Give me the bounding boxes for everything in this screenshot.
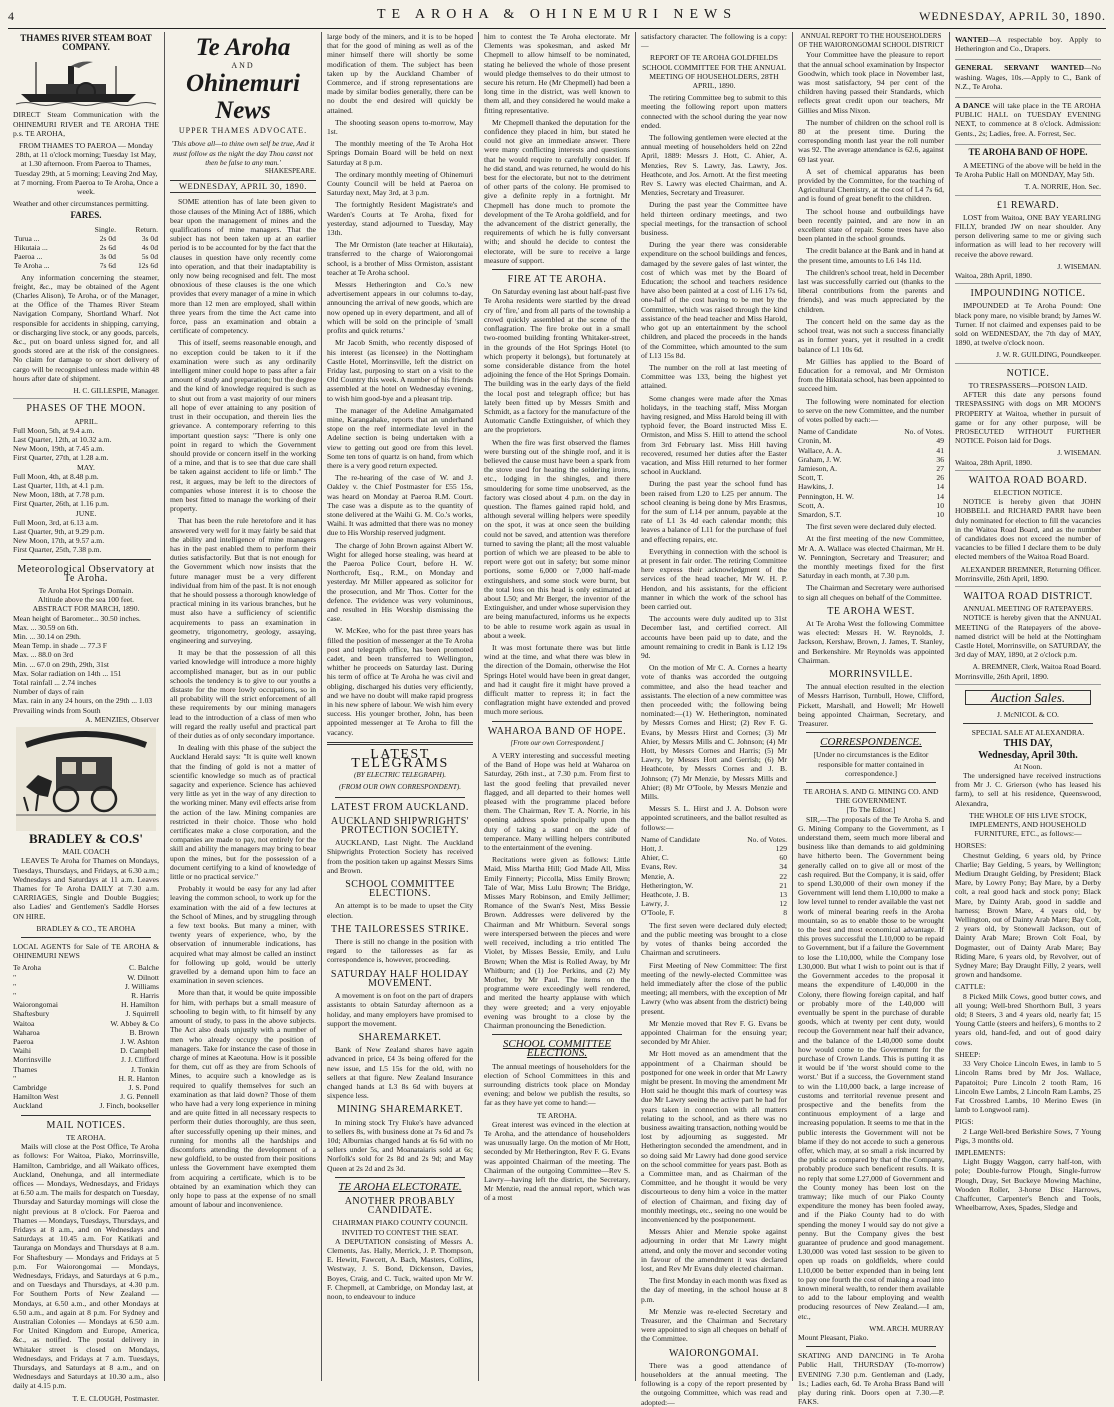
telegram-heading: AUCKLAND SHIPWRIGHTS' PROTECTION SOCIETY. xyxy=(330,815,470,837)
local-news-paragraph: W. McKee, who for the past three years has filled the position of messenger at the Te Aroha post and telegraph office, has been promoted cadet, and been transferred to Wellington, whither he proceeds on Saturday last. During his term of office at Te Aroha he was civil and obliging, discharged his duties very efficiently, and we have no doubt will make rapid progress in his new sphere of labour. We wish him every success. His younger brother, John, has been appointed messenger at Te Aroha to fill the vacancy. xyxy=(327,626,473,737)
electorate-title: TE AROHA ELECTORATE. xyxy=(338,1180,462,1193)
classified-ad: A DANCE will take place in the TE AROHA PUBLIC HALL on TUESDAY EVENING NEXT, to commence at 8 o'clock. Admission: Gents., 2s; Ladies, free. A. Forrest, Sec. xyxy=(955,101,1101,145)
local-news-paragraph: The manager of the Adeline Amalgamated mine, Karangahake, reports that an underhand stope on the reef intermediate level in the Adeline section is being undertaken with a view to getting out good ore from this level. Some ten tons of quartz is on hand, from which there is a very good return expected. xyxy=(327,405,473,470)
manager-signature: H. C. GILLESPIE, Manager. xyxy=(73,386,159,396)
report-paragraph: During the past year the school fund has been raised from L20 to L25 per annum. The school cleaning is being done by Mrs Erasmus, for the sum of L14 per annum, payable at the rate of L1 3s 4d each calendar month; this leaves a balance of L11 for the purchase of fuel and effecting repairs, etc. xyxy=(641,479,787,544)
school-elections-title: SCHOOL COMMITTEE ELECTIONS. xyxy=(502,1038,612,1060)
school-elections-text: Great interest was evinced in the election at Te Aroha, and the attendance of householders was unusually large. On the motion of Mr Hott, seconded by Mr Hetherington, Rev F. G. Evans was appointed Chairman of the meeting. The Chairman of the outgoing Committee—Rev S. Lawry—having left the district, the Secretary, Mr Menzie, read the annual report, which was of a most xyxy=(484,1119,630,1203)
column-4 xyxy=(478,32,635,1381)
divider xyxy=(492,269,622,270)
votes-header: Name of Candidate No. of Votes. xyxy=(798,427,944,437)
impounding-ad: IMPOUNDING NOTICE. IMPOUNDED at Te Aroha Pound: One black pony mare, no visible brand; by James W. Turner. If not claimed and expenses paid to be sold on WEDNESDAY, the 7th day of MAY, 1890, at twelve o'clock noon. J. W. R. GUILDING, Poundkeeper. xyxy=(955,289,1101,363)
fares-row: Hikutaia ... 2s 6d 4s 0d xyxy=(14,243,158,253)
band-of-hope-subtitle: [From our own Correspondent.] xyxy=(510,738,604,747)
morrinsville-text: The annual election resulted in the election of Messrs Harrison, Turnbull, Howe, Clifford, Pickett, Marshall, and Howell; Mr Howell being appointed Chairman, Secretary, and Treasurer. xyxy=(798,682,944,729)
editorial-paragraph: In dealing with this phase of the subject the Auckland Herald says: "It is quite well known that the finding of gold is not a matter of scientific knowledge so much as of practical sagacity and experience. Science has achieved very little as yet in the way of any direction to the working miner. Many evil effects arise from the action of the law. Mining companies are restricted in their choice. Those who hold certificates make a close corporation, and the companies are made to pay, not entirely for the skill and ability the managers may bring to bear upon the mines, but for the possession of a document certifying to a kind of knowledge of little or no practical service." xyxy=(170,743,316,882)
telegram-text: In mining stock Try Fluke's have advanced to sellers 8s, with business done at 7s 6d and 7s 10d; Alburnias changed hands at 6s 6d with no sellers under 5s, and Moanataiaris sold at 6s; Norfolk's sold for 2s 8d and 2s 9d; and May Queen at 2s 2d and 2s 3d. xyxy=(327,1117,473,1173)
coach-ad-text: LEAVES Te Aroha for Thames on Mondays, Tuesdays, Thursdays, and Fridays, at 6.30 a.m.; Wednesdays and Saturdays at 11 a.m. Leaves Thames for Te Aroha DAILY at 7.30 a.m. CARRIAGES, Single and Double Buggies; also Ladies' and Gentlemen's Saddle Horses ON HIRE. xyxy=(13,856,159,921)
telegrams-subtitle: (BY ELECTRIC TELEGRAPH). xyxy=(353,771,447,780)
list-item: Morrinsville J. J. Clifford xyxy=(13,1055,159,1065)
letter-signature: WM. ARCH. MURRAY xyxy=(869,1323,944,1333)
band-of-hope-ad: TE AROHA BAND OF HOPE. A MEETING of the above will be held in the Te Aroha Public Hall on MONDAY, May 5th. T. A. NORRIE, Hon. Sec. xyxy=(955,148,1101,196)
divider xyxy=(492,721,622,722)
implements-title: IMPLEMENTS: xyxy=(955,1147,1006,1157)
horses-text: Chestnut Gelding, 6 years old, by Prince Charlie; Bay Gelding, 5 years, by Wellington; Medium Draught Gelding, by President; Black Mare, by Lowry Pony; Bay Mare, by a Derby colt, a real good hack and stock pony; Black Mare, by Dainty Arab, good in saddle and harness; Brown Mare, 4 years old, by Wellington, out of Dainty Arab Mare; Bay Colt, 2 years old, by Stonewall Jackson, out of Dainty Arab Mare; Brown Colt Foal, by Dogmaster, out of Dainty Arab Mare; Bay Riding Mare, 6 years old, by Revolver, out of Sydney Mare; Bay Draught Filly, 2 years, well grown and handsome. xyxy=(955,850,1101,980)
report-paragraph: The number of children on the school roll is 80 at the present time. During the corresponding month last year the roll number was 92. The average attendance is 62.6, against 69 last year. xyxy=(798,117,944,164)
skating-ad: SKATING AND DANCING in Te Aroha Public Hall, THURSDAY (To-morrow) EVENING 7.30 p.m. Gentleman and (Lady, 1s.; Ladies each, 6d. Te Aroha Brass Band will play during rink. Doors open at 7.30.—P. FAKS. xyxy=(798,1351,944,1407)
electorate-text: A DEPUTATION consisting of Messrs A. Clements, Jas. Hally, Merrick, J. P. Thompson, E. Hewitt, Fawcett, A. Bach, Masters, Collins, Westway, J. S. Bond, Dickenson, Davies, Boyes, Craig, and C. Tuck, waited upon Mr W. F. Chepmell, at Cambridge, on Monday last, at noon, to endeavour to induce xyxy=(327,1236,473,1301)
auctioneer-name: J. McNICOL & CO. xyxy=(997,709,1059,719)
local-news-paragraph: The shooting season opens to-morrow, May 1st. xyxy=(327,117,473,137)
local-news-paragraph: The Mr Ormiston (late teacher at Hikutaia), transferred to the charge of Waiorongomai school, is a brother of Miss Ormiston, assistant teacher at Te Aroha school. xyxy=(327,240,473,277)
correspondence-title: CORRESPONDENCE. xyxy=(820,736,922,749)
report-paragraph: The children's school treat, held in December last was successfully carried out (thanks to the liberal contributions from the parents and friends), and was much appreciated by the children. xyxy=(798,267,944,314)
editorial-paragraph: More than that, it would be quite impossible for him, with perhaps but a small measure of schooling to begin with, to fit himself by any amount of study, to pass in the above subjects. The Act also deals unjustly with a number of men who already occupy the position of managers. Take for instance the case of those in charge of mines at Kaeotuna. How is it possible for them, cut off as they are from Schools of Mines, to acquire such a knowledge as is required to qualify themselves for such an examination as that laid down? Those of them who have had a very long experience in mining and are quite fitted in all necessary respects to perform their duties thoroughly, are thus seen, after successfully opening up their mines, and running for months all the hardships and discomforts attending the development of a new goldfield, to be ousted from their positions unless the Government have exempted them from acquiring a certificate, which is to be obtained by an examination which they can only hope to pass at the expense of no small amount of labour and inconvenience. xyxy=(170,988,316,1210)
fares-row: Te Aroha ... 7s 6d 12s 6d xyxy=(14,261,158,271)
fire-paragraph: When the fire was first observed the flames were bursting out of the shingle roof, and it is believed the cause must have been a spark from the stove used for heating the soldering irons, etc., lodging in the shingles, and there smouldering for some time unobserved, as the factory was closed about 4 p.m. on the day in question. The flames gained rapid hold, and although several willing helpers were speedily on the spot, it was at once seen the building could not be saved, and attention was therefore turned to saving the plant; all the most valuable portion of which we are pleased to be able to report were got out in safety; but some minor portions, some 6,000 or 7,000 half-made extinguishers, and some stock were burnt, but the total loss on this head is only estimated at about L50; and Mr Berger, the inventor of the Extinguisher, and under whose supervision they are being manufactured, informs us he expects to be able to resume work again as usual in about a week. xyxy=(484,437,630,640)
local-news-paragraph: Mr Jacob Smith, who recently disposed of his interest (as licensee) in the Nottingham Castle Hotel, Morrinsville, left the district on Friday last, purposing to start on a visit to the Old Country this week. A number of his friends assembled at the hotel on Wednesday evening, to wish him good-bye and a pleasant trip. xyxy=(327,338,473,403)
column-5 xyxy=(635,32,792,1407)
list-item: " J. Williams xyxy=(13,981,159,991)
table-row: Hetherington, W. 21 xyxy=(641,880,787,890)
table-row: Hawkins, J. 14 xyxy=(798,482,944,492)
telegrams-title: LATEST TELEGRAMS xyxy=(351,746,449,772)
table-row: Evans, Rev. 34 xyxy=(641,862,787,872)
band-of-hope-paragraph: Recitations were given as follows: Little Maid, Miss Martha Hill; God Made All, Miss Emily Finnerty; Piccolla, Miss Emily Brown; Tale of War, Miss Lulu Brown; The Bridge, Misses Mary Robinson, and Emily Jellimer; Romance of the Swan's Nest, Miss Bessie Brown. Addresses were delivered by the Chairman and Mr Whitburn. Several songs were interspersed between the pieces and were well received, including a trio entitled The Violet, by Misses Bessie, Emily, and Lulu Brown; When the Mist is Rolled Away, by Mr Whitburn; and (1) Joe Perkins, and (2) My Mother, by Mr Paul. The items on the programme were exceedingly well rendered, and merited the hearty applause with which they were greeted; and a very enjoyable evening was brought to a close by the Chairman pronouncing the Benediction. xyxy=(484,855,630,1030)
report-paragraph: The first seven were declared duly elected. xyxy=(806,522,937,532)
report-paragraph: The first seven were declared duly elected; and the public meeting was brought to a close by votes of thanks being accorded the Chairman and scrutineers. xyxy=(641,920,787,958)
agents-list xyxy=(13,963,159,1110)
telegram-heading: SATURDAY HALF HOLIDAY MOVEMENT. xyxy=(330,968,470,989)
telegram-heading: SCHOOL COMMITTEE ELECTIONS. xyxy=(345,879,455,900)
school-elections-subtitle: TE AROHA. xyxy=(537,1110,577,1120)
reward-ad: £1 REWARD. LOST from Waitoa, ONE BAY YEARLING FILLY, branded JW on near shoulder. Any person delivering same to me or giving such information as will lead to her recovery will receive the above reward. J. WISEMAN. Waitoa, 28th April, 1890. xyxy=(955,201,1101,285)
local-news-paragraph: The monthly meeting of the Te Aroha Hot Springs Domain Board will be held on next Saturday at 8 p.m. xyxy=(327,139,473,167)
sheep-text: 33 Very Choice Lincoln Ewes, in lamb to 5 Lincoln Rams bred by Mr Jos. Wallace, Papatoitoi; Pure Lincoln 2 tooth Ram, 16 Lincoln Ewe Lambs, 2 Lincoln Ram Lambs, 25 Fat Crossbred Lambs, 10 Merino Ewes (in lamb to Longwool ram). xyxy=(955,1059,1101,1115)
votes-table xyxy=(798,427,944,519)
fire-title: FIRE AT TE AROHA. xyxy=(507,274,607,286)
fares-table xyxy=(13,225,159,271)
masthead xyxy=(170,34,316,135)
fares-title: FARES. xyxy=(70,210,102,221)
table-row: Lawry, J. 12 xyxy=(641,899,787,909)
school-elections-text: The annual meetings of householders for the election of School Committees in this and surrounding districts took place on Monday evening; and below we publish the results, so far as they have yet come to hand:— xyxy=(484,1061,630,1108)
telegram-text: There is still no change in the position with regard to the tailoresses as far as correspondence is, however, proceeding. xyxy=(327,937,473,965)
sale-heading: THE WHOLE OF HIS LIVE STOCK, IMPLEMENTS, AND HOUSEHOLD FURNITURE, ETC., as follows:— xyxy=(969,810,1087,839)
divider xyxy=(963,723,1093,724)
report-paragraph: During the past year the Committee have held thirteen ordinary meetings, and two special meetings, for the transaction of school business. xyxy=(641,200,787,238)
report-paragraph: Mr Menzie moved that Rev F. G. Evans be appointed Chairman for the ensuing year; seconded by Mr Ahier. xyxy=(641,1018,787,1047)
letter-heading: TE AROHA S. AND G. MINING CO. AND THE GOVERNMENT. xyxy=(803,787,939,806)
weather-note: Weather and other circumstances permitting. xyxy=(13,199,149,209)
divider xyxy=(21,1115,151,1116)
telegram-text: An attempt is to be made to upset the City election. xyxy=(327,901,473,920)
masthead-title-1: Te Aroha xyxy=(195,34,291,61)
waiorongomai-title: WAIORONGOMAI. xyxy=(668,1347,760,1359)
column-7 xyxy=(949,32,1106,1381)
report-paragraph: First Meeting of New Committee: The first meeting of the newly-elected Committee was held immediately after the close of the public meeting; all members, with the exception of Mr Lawry (who was absent from the district) being present. xyxy=(641,960,787,1016)
sheep-title: SHEEP: xyxy=(955,1049,981,1059)
moon-phases-title: PHASES OF THE MOON. xyxy=(26,403,146,415)
divider xyxy=(806,732,936,733)
sale-date: Wednesday, April 30th. xyxy=(978,749,1078,761)
report-paragraph: The following were nominated for election to serve on the new Committee, and the number of votes polled by each:— xyxy=(798,396,944,424)
fares-note: Any information concerning the steamer, freight, &c., may be obtained of the Agent (Charles Alison), Te Aroha, or of the Manager, at the Office of the Thames River Steam Navigation Company, Shortland Wharf. Not responsible for accidents in shipping, carrying, or discharging live stock, or any goods, parcels, &c., put on board unless signed for, and all goods stored are at the risk of the consignees. No claim for damage to or short delivery of cargo will be recognised unless made within 48 hours after date of shipment. xyxy=(13,272,159,383)
pigs-title: PIGS: xyxy=(955,1117,974,1127)
table-row: Ahier, C. 60 xyxy=(641,853,787,863)
met-observatory-list: Te Aroha Hot Springs Domain. Altitude above the sea 100 feet. ABSTRACT FOR MARCH, 1890. Mean height of Barometer... 30.50 inches. Max. ... 30.59 on 6th. Min. ... 30.14 on 29th. Mean Temp. in shade ... 77.3 F Max. ... 88.0 on 3rd Min. ... 67.0 on 29th, 29th, 31st Max. Solar radiation on 14th ... 151 Total rainfall ... 2.74 inches Number of days of rain Max. rain in any 24 hours, on the 29th ... 1.03 Prevailing winds from South xyxy=(13,585,153,715)
table-row: Heathcote, J. B. 13 xyxy=(641,890,787,900)
report-paragraph: The Chairman and Secretary were authorised to sign all cheques on behalf of the Committee. xyxy=(798,583,944,602)
masthead-subtitle: UPPER THAMES ADVOCATE. xyxy=(178,126,308,136)
report-paragraph: Your Committee have the pleasure to report that the annual school examination by Inspector Goodwin, which took place in November last, was most satisfactory, 94 per cent of the children having passed their Standards, which reflects great credit upon our teachers, Mr Gillies and Miss Nixon. xyxy=(798,50,944,115)
cattle-title: CATTLE: xyxy=(955,982,986,992)
fire-paragraph: It was most fortunate there was but little wind at the time, and what there was blew in the direction of the Domain, otherwise the Hot Springs Hotel would have been in great danger, and had it caught fire it might have proved a difficult matter to repress it; in fact the conflagration might have extended and proved much more serious. xyxy=(484,643,630,717)
local-news-paragraph: large body of the miners, and it is to be hoped that for the good of mining as well as of the miner himself there will shortly be some modification of them. The subject has been taken up by the Auckland Chamber of Commerce, and if strong representations are made by similar bodies generally, there can be no doubt the end desired will quickly be attained. xyxy=(327,32,473,115)
agents-title: LOCAL AGENTS for Sale of TE AROHA & OHINEMURI NEWS xyxy=(13,942,159,961)
mail-coach-engraving xyxy=(13,727,159,831)
table-row: Graham, J. W. 36 xyxy=(798,454,944,464)
letter-to-editor: [To The Editor.] xyxy=(846,805,896,815)
classified-ad: WANTED—A respectable boy. Apply to Hetherington and Co., Drapers. xyxy=(955,35,1101,60)
list-item: " H. R. Hanton xyxy=(13,1073,159,1083)
divider xyxy=(492,1034,622,1035)
table-row: Jamieson, A. 27 xyxy=(798,463,944,473)
report-paragraph: The following gentlemen were elected at the annual meeting of householders held on 22nd April, 1889: Messrs J. Hott, C. Ahier, A. Menzies, Rev S. Lawry, Jas. Lawry, Jos. Heathcote, and Jos. Arnott. At the first meeting Rev S. Lawry was elected Chairman, and A. Menzies, Secretary and Treasurer. xyxy=(641,133,787,198)
table-row: Pennington, H. W. 14 xyxy=(798,491,944,501)
divider xyxy=(335,1177,465,1178)
electorate-subtitle-2: CHAIRMAN PIAKO COUNTY COUNCIL INVITED TO CONTEST THE SEAT. xyxy=(332,1218,468,1237)
mail-notices-title: MAIL NOTICES. xyxy=(46,1119,126,1131)
telegram-text: A movement is on foot on the part of drapers assistants to obtain Saturday afternoon as a holiday, and many employers have promised to support the movement. xyxy=(327,991,473,1028)
ballot-header: Name of Candidate No. of Votes. xyxy=(641,834,787,844)
divider xyxy=(327,742,473,745)
table-row: Scott, T. 26 xyxy=(798,473,944,483)
postmaster-signature: T. E. CLOUGH, Postmaster. xyxy=(72,1393,159,1403)
letter-text: SIR,—The proposals of the Te Aroha S. and G. Mining Company to the Government, as I understand them, seem much more liberal and business like than demands to aid goldmining have hitherto been. The Government being generally called on to give all or most of the cash required. But the Company, it is said, offer to spend L30,000 of their own money if the Government will lend them L10,000 to make a low level tunnel to render available the vast net work of mineral bearing reefs in the Aroha mountain, so as to enable those to be wrought to the best and most economical advantage. If this proves successful the L10,000 to be repaid to Government, but if a failure the Government to lose the L10,000, while the Company lose L30,000. But what I wish to point out is that if the Government accedes to the proposal it means the expenditure of L40,000 in the Colony, there flowing foreign capital, and half or probably more of the L40,000 will eventually be spent in the purchase of durable goods, which at twenty per cent duty, would recoup the Government near half their advance, and the balance of the L40,000 some doubt how would come to the Government for the purchase of Crown Lands. This is putting it as it would be if 'the worst should come to the worst.' But if a success, the Government stand to win the L10,000 back, a large increase of customs and territorial revenue present and prospective and the benefits from the continuous employment of a large and increasing population. It seems to me that in the public interests the Government will not be blame if they do not accede to such a generous offer, which may, at so small a risk incurred by the public as compared by that of the Company, probably produce such beneficent results. It is no reply that some L27,000 of Government and the County money has been lost on the tramway; like much of our Piako County expenditure the money has been fooled away, and if the Piako County had to do with spending the money I would say do not give a penny. But the Company gives the best guarantee of prudence and good management. L30,000 was voted last session to be given to open up roads on goldfields, where could L10,000 be better expended than in being lent to pay one fourth the cost of making a road into known mineral wealth, to render them available to add to the labour employing and wealth producing resources of New Zealand.—I am, etc., xyxy=(798,814,944,1321)
divider xyxy=(806,782,936,783)
report-paragraph: The concert held on the same day as the school treat, was not such a success financially as in former years, yet it resulted in a credit balance of L1 10s 6d. xyxy=(798,316,944,354)
telegram-text: Bank of New Zealand shares have again advanced in price, £4 3s being offered for the new issue, and L5 15s for the old, with no sellers at that figure. New Zealand Insurance changed hands at L3 8s 6d with buyers at sixpence less. xyxy=(327,1045,473,1101)
implements-text: Light Buggy Waggon, carry half-ton, with pole; Double-furrow Plough, Single-furrow Plough, Dray, Set Buckeye Mowing Machine, Wooden Roller, 3-horse Disc Harrows, Chaffcutter, Carpenter's Bench and Tools, Wheelbarrow, Axes, Spades, Sledge and xyxy=(955,1157,1101,1213)
report-paragraph: The accounts were duly audited up to 31st December last, and certified correct. All accounts have been paid up to date, and the amount remaining to credit in Bank is L12 19s 9d. xyxy=(641,614,787,660)
table-row: Smardon, S.T. 10 xyxy=(798,509,944,519)
list-item: Auckland J. Finch, bookseller xyxy=(13,1101,159,1111)
list-item: " W. Dilnott xyxy=(13,972,159,982)
local-news-paragraph: The ordinary monthly meeting of Ohinemuri County Council will be held at Paeroa on Saturday next, May 3rd, at 3 p.m. xyxy=(327,169,473,198)
te-aroha-west-title: TE AROHA WEST. xyxy=(827,605,915,617)
band-of-hope-title: WAHAROA BAND OF HOPE. xyxy=(487,725,627,737)
telegram-heading: SHAREMARKET. xyxy=(358,1031,442,1043)
band-of-hope-paragraph: A VERY interesting and successful meeting of the Band of Hope was held at Waharoa on Saturday, 26th inst., at 7.30 p.m. From first to last the good feeling that prevailed never flagged, and all departed to their homes well pleased with the programme placed before them. The Chairman, Rev T. A. Norrie, in his opening address spoke principally upon the duty of taking a stand on the side of temperance. Many willing helpers contributed to the entertainment of the evening. xyxy=(484,751,630,853)
report-paragraph: The first Monday in each month was fixed as the day of meeting, in the school house at 8 p.m. xyxy=(641,1276,787,1304)
cattle-text: 8 Picked Milk Cows, good butter cows, and all young; Well-bred Shorthorn Bull, 3 years old; 8 Steers, 3 and 4 years old, nearly fat; 15 Young Cattle (steers and heifers), 6 months to 2 years old, hand-fed, and out of good dairy cows. xyxy=(955,991,1101,1047)
list-item: " R. Harris xyxy=(13,991,159,1001)
list-item: Thames J. Tonkin xyxy=(13,1064,159,1074)
coach-banner: BRADLEY & CO.S' xyxy=(28,831,143,846)
mail-notices-subtitle: TE AROHA. xyxy=(66,1132,106,1142)
te-aroha-west-text: At Te Aroha West the following Committee was elected: Messrs H. W. Reynolds, J. Jackson, Kershaw, Brown, J. James, T. Stanley, and Berkenshire. Mr Reynolds was appointed Chairman. xyxy=(798,618,944,665)
fares-row: Turua ... 2s 0d 3s 0d xyxy=(14,233,158,243)
steamer-times: FROM THAMES TO PAEROA — Monday 28th, at 11 o'clock morning; Tuesday 1st May, at 1.30 afternoon. From Paeroa to Thames, Tuesday 29th, at 5 morning; Leaving 2nd May, at 7 morning. From Paeroa to Te Aroha, Once a week. xyxy=(13,141,159,197)
editorial-paragraph: It may be that the possession of all this varied knowledge will introduce a more highly accomplished manager, but as in our public schools the tendency is to give to our youths a distaste for the more lowly occupations, so in all probability will the strict enforcement of all these requirements by our mining managers lead to the introduction of a class of men who will regard the really useful and practical part of their duties as of only secondary importance. xyxy=(170,648,316,740)
table-row: Scott, A. 10 xyxy=(798,500,944,510)
list-item: Te Aroha C. Balche xyxy=(13,963,159,973)
report-paragraph: satisfactory character. The following is a copy:— xyxy=(641,32,787,51)
telegrams-from: LATEST FROM AUCKLAND. xyxy=(331,801,469,813)
column-3 xyxy=(321,32,478,1381)
column-2 xyxy=(164,32,321,1381)
report-paragraph: The retiring Committee beg to submit to this meeting the following report upon matters connected with the school during the year now ended. xyxy=(641,93,787,130)
moon-phases-list: APRIL. Full Moon, 5th, at 9.4 a.m. Last Quarter, 12th, at 10.32 a.m. New Moon, 19th, at 7.45 a.m. First Quarter, 27th, at 1.28 a.m. MAY. Full Moon, 4th, at 8.48 p.m. Last Quarter, 11th, at 4.1 p.m. New Moon, 18th, at 7.78 p.m. First Quarter, 26th, at 1.16 p.m. JUNE. Full Moon, 3rd, at 6.13 a.m. Last Quarter, 9th, at 9.29 p.m. New Moon, 17th, at 9.57 a.m. First Quarter, 25th, 7.38 p.m. xyxy=(13,416,112,555)
morrinsville-title: MORRINSVILLE. xyxy=(829,669,913,680)
telegram-heading: MINING SHAREMARKET. xyxy=(337,1104,463,1116)
sale-time: At Noon. xyxy=(1013,761,1043,771)
ratepayers-notice: WAITOA ROAD DISTRICT. ANNUAL MEETING OF RATEPAYERS. NOTICE is hereby given that the ANNUAL MEETING of the Ratepayers of the above-named district will be held at the Nottingham Castle Hotel, Morrinsville, on SATURDAY, the 3rd day of MAY, 1890, at 2 o'clock p.m. A. BREMNER, Clerk, Waitoa Road Board. Morrinsville, 26th April, 1890. xyxy=(955,592,1101,685)
masthead-title-2: Ohinemuri News xyxy=(186,70,300,125)
electorate-continued: him to contest the Te Aroha electorate. Mr Clements was spokesman, and asked Mr Chepmell to allow himself to be nominated, stating he believed the whole of those present would pledge themselves to do their utmost to secure his return. He (Mr Chepmell) had been a long time in the district, was well known to them all, and they considered he would make a fitting representative. xyxy=(484,32,630,115)
steamer-ad-title: THAMES RIVER STEAM BOAT COMPANY. xyxy=(20,33,152,53)
special-sale-title: SPECIAL SALE AT ALEXANDRA. xyxy=(971,728,1085,738)
divider xyxy=(21,937,151,938)
divider xyxy=(21,559,151,560)
table-row: O'Toole, F. 8 xyxy=(641,908,787,918)
observer-signature: A. MENZIES, Observer xyxy=(85,714,159,724)
met-observatory-title: Meteorological Observatory at Te Aroha. xyxy=(17,563,155,584)
report-paragraph: During the year there was considerable expenditure on the school buildings and fences, damaged by the severe gales of last winter, the cost of which was met by the Board of Education; the school and teachers residence have also been painted at a cost of L16 17s 6d, one-half of the cost having to be met by the Committee, which was raised through the kind assistance of the head teacher and Miss Harold, who got up an entertainment by the school children, and placed the proceeds in the hands of the Committee, which amounted to the sum of L13 15s 8d. xyxy=(641,240,787,360)
electorate-subtitle: ANOTHER PROBABLY CANDIDATE. xyxy=(344,1195,456,1217)
report-paragraph: Everything in connection with the school is at present in fair order. The retiring Committee here express their acknowledgment of the services of the head teacher, Mr W. H. P. Hendon, and his assistants, for the efficient manner in which the work of the school has been carried out. xyxy=(641,546,787,611)
report-paragraph: Mr Gillies has applied to the Board of Education for a removal, and Mr Ormiston from the Hikutaia school, has been appointed to succeed him. xyxy=(798,356,944,394)
this-day: THIS DAY, xyxy=(1003,738,1053,750)
trespass-notice: NOTICE. TO TRESPASSERS—POISON LAID. AFTER this date any persons found TRESPASSING with dogs on MR MOON'S PROPERTY at Waitoa, whether in pursuit of game or for any other purpose, will be PROSECUTED WITHOUT FURTHER NOTICE. Poison laid for Dogs. J. WISEMAN. Waitoa, 28th April, 1890. xyxy=(955,369,1101,471)
column-6 xyxy=(792,32,949,1407)
list-item: Waharoa B. Brown xyxy=(13,1027,159,1037)
classified-ad: GENERAL SERVANT WANTED—No washing. Wages, 10s.—Apply to C., Bank of N.Z., Te Aroha. xyxy=(955,63,1101,98)
list-item: Waihi D. Campbell xyxy=(13,1046,159,1056)
steamer-ad-text: DIRECT Steam Communication with the OHINEMURI RIVER and TE AROHA THE p.s. TE AROHA, xyxy=(13,110,159,138)
editorial-dateline: WEDNESDAY, APRIL 30, 1890. xyxy=(170,180,316,193)
report-paragraph: The number on the roll at last meeting of Committee was 133, being the highest yet attained. xyxy=(641,362,787,391)
table-row: Wallace, A. A. 41 xyxy=(798,445,944,455)
editorial-paragraph: SOME attention has of late been given to those clauses of the Mining Act of 1886, which bear upon the management of mines and the qualifications of mine managers. That the subject has not been taken up at an earlier period is to be accounted for by the fact that the clauses in question have only recently come into operation, and that their inadaptability is only now being recognised and felt. The most obnoxious of these clauses is the one which provides that every manager of a mine in which more than 12 men are employed, shall within three years from the time the Act came into force, pass an examination and obtain a certificate of competency. xyxy=(170,197,316,336)
masthead-and: AND xyxy=(231,61,255,70)
list-item: Hamilton West J. G. Pennell xyxy=(13,1092,159,1102)
annual-report-title: ANNUAL REPORT TO THE HOUSEHOLDERS OF THE WAIORONGOMAI SCHOOL DISTRICT xyxy=(798,32,944,50)
table-row: Cronin, M. 49 xyxy=(798,436,944,446)
column-1 xyxy=(8,32,164,1403)
report-paragraph: Mr Menzie was re-elected Secretary and Treasurer, and the Chairman and Secretary were appointed to sign all cheques on behalf of the Committee. xyxy=(641,1306,787,1344)
divider xyxy=(335,797,465,798)
report-paragraph: Messrs Ahier and Menzie spoke against adjourning in order that Mr Lawry might attend, and only the mover and seconder voting in favour of the amendment it was declared lost, and Rev Mr Evans duly elected chairman. xyxy=(641,1227,787,1273)
editorial-paragraph: Probably it would be easy for any lad after leaving the common school, to work up for the examination with the aid of a few lectures at the School of Mines, and by struggling through a few text books. But many a miner, with twenty years of experience, who, by the observation of innumerable indications, has acquired what may almost be called an instinct for following up gold, would be utterly gravelled by a demand upon him to face an examination in seven sciences. xyxy=(170,884,316,986)
report-paragraph: The school house and outbuildings have been recently painted, and are now in an excellent state of repair. Some trees have also been planted in the school grounds. xyxy=(798,206,944,244)
telegram-heading: THE TAILORESSES STRIKE. xyxy=(330,923,470,935)
waiorongomai-text: There was a good attendance of householders at the annual meeting. The following is a copy of the report presented by the outgoing Committee, which was read and adopted:— xyxy=(641,1360,787,1407)
coach-subtitle: MAIL COACH xyxy=(62,847,110,857)
report-paragraph: Some changes were made after the Xmas holidays, in the teaching staff, Miss Morgan having resigned, and Miss Harold being ill with typhoid fever, the Board instructed Miss E. Ormiston, and Miss S. Hill to attend the school from 3rd February last. Miss Hill having recovered, resumed her duties after the Easter vacation, and Miss Hill returned to her former school in Auckland. xyxy=(641,393,787,477)
motto-attribution: SHAKESPEARE. xyxy=(264,167,316,176)
running-header xyxy=(8,6,1106,29)
election-notice: WAITOA ROAD BOARD. ELECTION NOTICE. NOTICE is hereby given that JOHN HOBBELL and RICHARD PARR have been duly nominated for election to fill the vacancies in the Waitoa Road Board, and as the number of candidates does not exceed the number of vacancies to be filled I declare them to be duly elected members of the Waitoa Road Board. ALEXANDER BREMNER, Returning Officer. Morrinsville, 26th April, 1890. xyxy=(955,476,1101,587)
motto-text: 'This above all—to thine own self be true, And it must follow as the night the day Thou canst not then be false to any man.' xyxy=(171,139,315,167)
auction-sales-banner: Auction Sales. xyxy=(965,690,1091,705)
report-paragraph: Mr Hott moved as an amendment that the appointment of a Chairman should be postponed for one week in order that Mr Lawry might be present. In moving the amendment Mr Hott said he thought this mark of courtesy was due Mr Lawry seeing the active part he had for years taken in connection with all matters relating to the school, and as there was no business awaiting transaction, nothing would be lost by adjourning as suggested. Mr Hetherington seconded the amendment, and in so doing said Mr Lawry had done good service on the school committee for years past. Both as a Committee man, and as Chairman of the Committee, and he thought it would be very discourteous to deny him a voice in the matter of election of Chairman, and fixing day of monthly meetings, etc., seeing no one would be inconvenienced by the postponement. xyxy=(641,1049,787,1224)
ballot-table xyxy=(641,835,787,918)
report-heading: REPORT OF TE AROHA GOLDFIELDS SCHOOL COMMITTEE FOR THE ANNUAL MEETING OF HOUSEHOLDERS, 28TH APRIL, 1890. xyxy=(642,53,786,91)
report-paragraph: A set of chemical apparatus has been provided by the Committee, for the teaching of Agricultural Chemistry, at the cost of L4 7s 6d, and is found of great benefit to the children. xyxy=(798,166,944,204)
editorial-paragraph: This of itself, seems reasonable enough, and no exception could be taken to it if the examination were such as any ordinarily intelligent miner could hope to pass after a fair amount of study and preparation; but the degree and the kind of knowledge required is such as to shut out from a vast majority of our miners all hope of ever attaining to any position of trust in their occupation, and therein lies the grievance. A contemporary referring to this important question says: "There is only one point in regard to which the Government should provide or concern itself in the working of a mine, and that is to see that due care shall be taken against accident to life or limb." The rest, it argues, may be left to the directors of companies whose interest it is to choose the men best fitted to manage the working of their property. xyxy=(170,338,316,514)
telegram-text: AUCKLAND, Last Night. The Auckland Shipwrights Protection Society has received from the position taken up against Messrs Sims and Brown. xyxy=(327,838,473,875)
telegrams-subtitle: (FROM OUR OWN CORRESPONDENT). xyxy=(338,783,462,792)
table-row: Menzie, A. 22 xyxy=(641,871,787,881)
fares-header-row: Single. Return. xyxy=(94,224,158,234)
local-news-paragraph: The fortnightly Resident Magistrate's and Warden's Courts at Te Aroha, fixed for yesterday, stand adjourned to Tuesday, May 13th. xyxy=(327,200,473,238)
sale-intro: The undersigned have received instructions from Mr J. C. Grierson (who has leased his farm), to sell at his residence, Queenswood, Alexandra, xyxy=(955,771,1101,808)
paddle-steamer-engraving xyxy=(13,56,159,108)
editorial-paragraph: That has been the rule heretofore and it has answered very well for it may fairly be said that the ability and intelligence of mine managers has in the past enabled them to perform their duties satisfactorily. But that is not enough for the Government which now insists that the future manager must be a very different individual from him of the past. It is not enough that he should possess a thorough knowledge of practical mining in its various branches, but he must also have a sufficiency of scientific acquirements to pass an examination in geometry, trigonometry, geology, assaying, engineering and surveying. xyxy=(170,516,316,645)
issue-date: WEDNESDAY, APRIL 30, 1890. xyxy=(919,9,1106,23)
list-item: Paeroa J. W. Ashton xyxy=(13,1037,159,1047)
list-item: Waiorongomai H. Hamilton xyxy=(13,1000,159,1010)
divider xyxy=(806,1346,936,1347)
table-row: Hott, J. 129 xyxy=(641,844,787,854)
newspaper-running-title: TE AROHA & OHINEMURI NEWS xyxy=(377,7,737,22)
pigs-text: 2 Large Well-bred Berkshire Sows, 7 Young Pigs, 3 months old. xyxy=(955,1126,1101,1145)
local-news-paragraph: The re-hearing of the case of W. and J. Oakley v. the Chief Postmaster for £55 15s, was heard on Monday at Paeroa R.M. Court. The case was a dispute as to the quantity of stone delivered at the Waihi G. M. Co.'s works, Waihi. It was admitted that there was no money due to His Worship reserved judgment. xyxy=(327,473,473,538)
list-item: Waitoa W. Abbey & Co xyxy=(13,1018,159,1028)
report-paragraph: At the first meeting of the new Committee, Mr A. A. Wallace was elected Chairman, Mr H. W. Pennington, Secretary and Treasurer; and the monthly meetings fixed for the first Saturday in each month, at 7.30 p.m. xyxy=(798,534,944,581)
page-number: 4 xyxy=(8,9,14,23)
motto xyxy=(170,139,316,176)
fares-row: Paeroa ... 3s 0d 5s 0d xyxy=(14,252,158,262)
fire-paragraph: On Saturday evening last about half-past five Te Aroha residents were startled by the dread cry of 'fire,' and from all parts of the township a crowd quickly assembled at the scene of the conflagration. The fire broke out in a small two-roomed building fronting Whitaker-street, in the grounds of the Hot Springs Hotel (to which property it belongs), but fortunately at some considerable distance from the hotel adjoining the fence of the Hot Springs Domain. The building was in the early days of the field the local post and telegraph office; but has lately been fitted up by Messrs Smith and Schmidt, as a factory for the manufacture of the Automatic Candle Extinguisher, of which they are the proprietors. xyxy=(484,287,630,435)
letter-place: Mount Pleasant, Piako. xyxy=(798,1333,869,1343)
report-paragraph: The credit balance at the Bank and in hand at the present time, amounts to L6 14s 11d. xyxy=(798,246,944,265)
horses-title: HORSES: xyxy=(955,841,987,851)
list-item: Shaftesbury J. Squirrell xyxy=(13,1009,159,1019)
electorate-continued: Mr Chepmell thanked the deputation for the confidence they placed in him, but stated he could not give an immediate answer. There were many conflicting interests and questions that he would require to carefully consider. If he did stand, and was returned, he would do his best for the electorate, but not to the detriment of other parts of the colony. He promised to give a definite reply in a fortnight. Mr Chepmell has done much to promote the development of the Te Aroha goldfield, and for the advancement of the district generally, the requirements of which he is fully conversant with; and should he decide to contest the electorate, will be sure to receive a large measure of support. xyxy=(484,117,630,265)
local-news-paragraph: The charge of John Brown against Albert W. Wight for alleged horse stealing, was heard at the Paeroa Police Court, before H. W. Northcroft, Esq., R.M., on Monday and yesterday. Mr Miller appeared as solicitor for the prosecution, and Mr Thos. Cotter for the defence. The evidence was very voluminous, and resulted in His Worship dismissing the case. xyxy=(327,540,473,624)
mail-notices-text: Mails will close at the Post Office, Te Aroha as follows: For Waitoa, Piako, Morrinsville, Hamilton, Cambridge, and all Waikato offices, Auckland, Onehunga, and all intermediate offices — Mondays, Wednesdays, and Fridays at 6.50 a.m. The mails for despatch on Tuesday, Thursday and Saturday mornings will close the night previous at 8 o'clock. For Paeroa and Thames — Mondays, Tuesdays, Thursdays, and Fridays at 8 a.m., and on Wednesdays and Saturdays at 10.45 a.m. For Katikati and Tauranga on Mondays and Thursdays at 8 a.m. For Shaftesbury — Mondays and Fridays at 5 p.m. For Waiorongomai — Mondays, Wednesdays, Fridays, and Saturdays at 6 p.m., and on Tuesdays and Thursdays, at 4.30 p.m. For Southern Ports of New Zealand — Mondays, at 6.50 a.m., and other Mondays at 6.50 a.m., and again at 8 p.m. For Sydney and Australian Colonies — Mondays at 6.50 a.m. For United Kingdom and Europe, America, &c., as notified. The postal delivery in Whitaker street is closed on Mondays, Wednesdays, and Fridays at 7 a.m. Tuesdays, Thursdays, and Saturdays at 8 a.m., and on Wednesdays and Saturdays at 10.30 a.m., also daily at 4.15 p.m. xyxy=(13,1142,159,1391)
columns xyxy=(8,32,1106,1407)
report-paragraph: Messrs S. L. Hirst and J. A. Dobson were appointed scrutineers, and the ballot resulted as follows:— xyxy=(641,804,787,832)
coach-signature: BRADLEY & CO., TE AROHA xyxy=(36,923,136,933)
correspondence-note: [Under no circumstances is the Editor responsible for matter contained in correspondence.] xyxy=(813,750,929,778)
report-paragraph: On the motion of Mr C. A. Cornes a hearty vote of thanks was accorded the outgoing committee, and also the head teacher and assistants. The election of a new committee was then proceeded with; the following being nominated:—(1) W. Hetherington, nominated by Messrs Cornes and Hirst; (2) Rev F. G. Evans, by Messrs Hirst and Cornes; (3) Mr Ahier, by Messrs Mills and C. Johnson; (4) Mr Hott, by Messrs Cornes and Harris; (5) Mr Lawry, by Messrs Hott and Gerrish; (6) Mr Heathcote, by Messrs Cornes and J. B. Johnson; (7) Mr Menzie, by Messrs Mills and Ahier; (8) Mr O'Toole, by Messrs Menzie and Mills. xyxy=(641,663,787,802)
local-news-paragraph: Messrs Hetherington and Co.'s new advertisement appears in our columns to-day, announcing the arrival of new goods, which are now opened up in every department, and all of which will be sold on the principle of 'small profits and quick returns.' xyxy=(327,280,473,336)
list-item: Cambridge J. S. Pond xyxy=(13,1083,159,1093)
